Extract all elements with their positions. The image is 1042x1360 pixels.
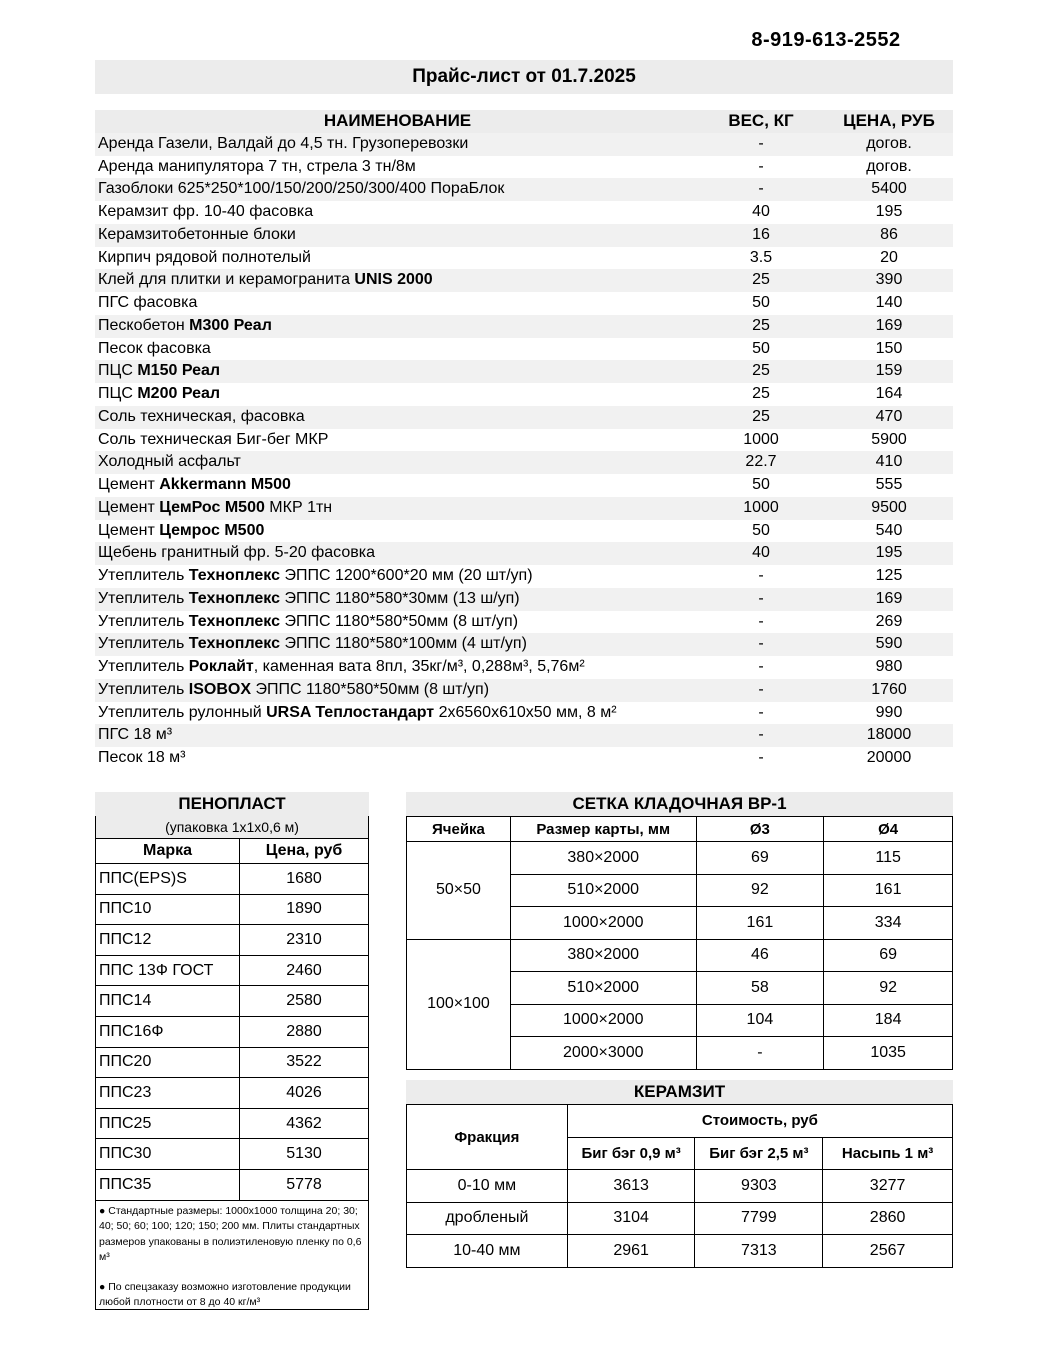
item-price: 555 [875,476,903,493]
item-price: 125 [875,567,903,584]
header-weight: ВЕС, КГ [728,111,794,130]
item-price: 990 [875,703,903,721]
item-name [95,360,697,383]
item-name [95,292,697,315]
table-row [95,292,953,315]
foam-subtitle: (упаковка 1х1х0,6 м) [95,816,369,838]
item-weight: - [758,589,764,607]
mesh-section [406,792,953,1070]
item-price: 590 [875,635,903,653]
table-row [95,338,953,361]
item-name-part: Газоблоки 625*250*100/150/200/250/300/400 ПораБлок [98,180,505,198]
item-name-part: Утеплитель [98,589,189,607]
mesh-price-d3: - [696,1037,824,1070]
item-name-part: ЭППС 1180*580*50мм (8 шт/уп) [280,612,519,630]
item-name-part: Утеплитель [98,635,189,653]
mesh-card-size: 2000×3000 [510,1037,696,1070]
item-name-part: Аренда Газели, Валдай до 4,5 тн. Грузоперевозки [98,134,469,152]
item-weight: - [758,612,764,630]
item-name [95,451,697,474]
keramzit-header-bigbag-09: Биг бэг 0,9 м³ [567,1137,695,1170]
item-weight: 25 [752,407,770,425]
item-name-part: ПЦС [98,385,138,402]
foam-price: 5778 [240,1169,369,1200]
item-price: 980 [875,658,903,675]
mesh-header-cell: Ячейка [407,817,511,842]
item-name-part: Соль техническая Биг-бег МКР [98,430,329,448]
table-row [96,894,369,925]
item-price: 86 [880,225,898,243]
foam-price: 4026 [240,1078,369,1109]
item-weight: - [758,157,764,175]
foam-brand: ППС10 [96,894,240,925]
table-row [95,565,953,588]
keramzit-title: КЕРАМЗИТ [406,1080,953,1104]
mesh-card-size: 1000×2000 [510,907,696,940]
table-row [407,842,953,875]
item-name [95,747,697,770]
keramzit-price-bigbag-25: 9303 [695,1170,823,1203]
keramzit-fraction: 0-10 мм [407,1170,568,1203]
item-weight: - [758,749,764,766]
keramzit-price-bigbag-09: 3613 [567,1170,695,1203]
item-weight: 22.7 [745,453,777,471]
item-name [95,178,697,201]
item-name [95,565,697,588]
item-name [95,156,697,179]
mesh-card-size: 380×2000 [510,939,696,972]
keramzit-fraction: дробленый [407,1202,568,1235]
item-weight: 50 [752,476,770,493]
item-price: 390 [875,271,903,289]
item-name-part: Техноплекс [188,567,280,584]
foam-price: 2460 [240,955,369,986]
item-name [95,702,697,725]
foam-price: 1890 [240,894,369,925]
foam-brand: ППС16Ф [96,1016,240,1047]
item-price: 5400 [871,180,907,198]
item-weight: - [758,726,764,744]
phone-number: 8-919-613-2552 [751,29,901,51]
item-name-part: Утеплитель рулонный [98,703,267,721]
item-price: 140 [875,294,903,311]
foam-price: 2310 [240,925,369,956]
item-name-part: ЭППС 1180*580*50мм (8 шт/уп) [251,680,490,698]
keramzit-section [406,1080,953,1268]
mesh-cell-size: 100×100 [407,939,511,1069]
table-row [96,1078,369,1109]
item-price: 269 [875,612,903,630]
table-row [95,201,953,224]
foam-brand: ППС25 [96,1108,240,1139]
item-name-part: , каменная вата 8пл, 35кг/м³, 0,288м³, 5,76м² [253,658,585,675]
foam-brand: ППС30 [96,1139,240,1170]
mesh-card-size: 1000×2000 [510,1004,696,1037]
item-name [95,656,697,679]
foam-section [95,792,369,1310]
item-name-part: ЭППС 1200*600*20 мм (20 шт/уп) [280,567,533,584]
item-name-part: UNIS 2000 [354,271,433,289]
item-name-part: Утеплитель [98,612,189,630]
item-weight: - [758,134,764,152]
item-price: 150 [875,339,903,357]
mesh-title: СЕТКА КЛАДОЧНАЯ ВР-1 [406,792,953,816]
table-row [95,679,953,702]
table-row [95,224,953,247]
item-name-part: Цемент [98,521,160,539]
foam-price: 2880 [240,1016,369,1047]
item-name-part: Холодный асфальт [98,453,241,471]
item-name [95,497,697,520]
table-row [407,1170,953,1203]
table-row [95,747,953,770]
table-row [95,633,953,656]
item-name [95,520,697,543]
item-name [95,133,697,156]
table-row [95,406,953,429]
item-weight: 40 [752,203,770,220]
item-name [95,588,697,611]
table-row [95,429,953,452]
item-name-part: Клей для плитки и керамогранита [98,271,355,289]
page-title: Прайс-лист от 01.7.2025 [95,60,953,94]
mesh-cell-size: 50×50 [407,842,511,940]
foam-header-price: Цена, руб [240,839,369,864]
item-weight: 50 [752,339,770,357]
mesh-card-size: 510×2000 [510,972,696,1005]
item-name-part: М150 Реал [137,362,221,380]
mesh-price-d4: 1035 [824,1037,953,1070]
table-row [96,1108,369,1139]
header-price: ЦЕНА, РУБ [843,111,935,130]
item-name [95,247,697,270]
item-name-part: М300 Реал [189,316,272,334]
table-row [95,383,953,406]
item-weight: 40 [752,544,770,562]
keramzit-header-bigbag-25: Биг бэг 2,5 м³ [695,1137,823,1170]
table-row [95,269,953,292]
item-name [95,406,697,429]
foam-title: ПЕНОПЛАСТ [95,792,369,816]
keramzit-header-bulk: Насыпь 1 м³ [823,1137,953,1170]
item-price: 470 [875,407,903,425]
foam-brand: ППС35 [96,1169,240,1200]
mesh-card-size: 380×2000 [510,842,696,875]
item-weight: 25 [752,271,770,289]
table-row [96,925,369,956]
item-name-part: Кирпич рядовой полнотелый [98,248,311,266]
table-row [96,1016,369,1047]
item-name [95,201,697,224]
item-weight: 25 [752,316,770,334]
price-table-header [95,110,953,133]
item-name-part: Цемент [98,476,160,493]
mesh-price-d4: 334 [824,907,953,940]
item-name-part: Цемент [98,498,160,516]
item-name-part: Соль техническая, фасовка [98,407,305,425]
item-price: 1760 [871,680,907,698]
keramzit-price-bigbag-25: 7799 [695,1202,823,1235]
mesh-price-d4: 92 [824,972,953,1005]
item-price: догов. [866,134,912,152]
item-name [95,224,697,247]
table-row [96,955,369,986]
item-name-part: Цемрос М500 [159,521,265,539]
item-price: 195 [875,203,903,220]
keramzit-price-bigbag-09: 2961 [567,1235,695,1268]
item-name [95,269,697,292]
table-row [407,939,953,972]
item-name-part: ПГС 18 м³ [98,726,173,744]
item-name-part: ПЦС [98,362,138,380]
item-name [95,611,697,634]
mesh-price-d3: 69 [696,842,824,875]
item-price: 169 [875,316,903,334]
table-row [95,133,953,156]
item-name [95,429,697,452]
table-row [95,702,953,725]
mesh-price-d3: 161 [696,907,824,940]
foam-price: 4362 [240,1108,369,1139]
item-price: 169 [875,589,903,607]
item-weight: - [758,703,764,721]
item-price: 410 [875,453,903,471]
table-row [95,656,953,679]
item-weight: - [758,567,764,584]
item-price: 18000 [866,726,912,744]
item-price: 159 [875,362,903,380]
table-row [95,247,953,270]
item-name-part: Техноплекс [188,612,280,630]
foam-brand: ППС23 [96,1078,240,1109]
item-name-part: Техноплекс [188,635,280,653]
item-name-part: Аренда манипулятора 7 тн, стрела 3 тн/8м [98,157,416,175]
price-table [95,110,953,770]
table-row [95,474,953,497]
item-name-part: Песок фасовка [98,339,211,357]
table-row [95,520,953,543]
item-weight: 3.5 [749,248,773,266]
keramzit-price-bigbag-25: 7313 [695,1235,823,1268]
keramzit-price-bulk: 2567 [823,1235,953,1268]
item-price: 20000 [866,749,912,766]
item-name-part: ПГС фасовка [98,294,198,311]
foam-price: 2580 [240,986,369,1017]
item-weight: - [758,635,764,653]
mesh-card-size: 510×2000 [510,874,696,907]
item-name-part: Щебень гранитный фр. 5-20 фасовка [98,544,375,562]
item-name [95,633,697,656]
table-row [407,1202,953,1235]
item-name-part: Керамзитобетонные блоки [98,225,296,243]
table-row [96,1169,369,1200]
mesh-header-d4: Ø4 [824,817,953,842]
table-row [96,986,369,1017]
item-name-part: Пескобетон [98,316,190,334]
keramzit-table [406,1104,953,1268]
item-name [95,338,697,361]
mesh-price-d3: 46 [696,939,824,972]
item-weight: 50 [752,521,770,539]
foam-notes [95,1201,369,1310]
foam-brand: ППС12 [96,925,240,956]
item-name [95,474,697,497]
keramzit-price-bulk: 3277 [823,1170,953,1203]
item-name-part: URSA Теплостандарт [266,703,435,721]
item-name-part: 2х6560х610х50 мм, 8 м² [434,703,617,721]
item-name-part: ЭППС 1180*580*30мм (13 ш/уп) [280,589,520,607]
table-row [95,542,953,565]
table-row [96,1139,369,1170]
item-weight: 25 [752,385,770,402]
foam-price: 1680 [240,864,369,895]
table-row [95,360,953,383]
item-name-part: Техноплекс [188,589,280,607]
item-name [95,724,697,747]
table-row [95,611,953,634]
item-name [95,383,697,406]
keramzit-price-bulk: 2860 [823,1202,953,1235]
item-name-part: Роклайт [188,658,254,675]
foam-note-standard: ● Стандартные размеры: 1000х1000 толщина 20; 30; 40; 50; 60; 100; 120; 150; 200 мм. Плиты стандартных размеров упакованы в полиэтиленовую пленку по 0,6 м³ [99,1204,362,1264]
keramzit-price-bigbag-09: 3104 [567,1202,695,1235]
foam-header-brand: Марка [96,839,240,864]
item-price: 5900 [871,430,907,448]
item-price: 20 [880,248,898,266]
foam-price: 3522 [240,1047,369,1078]
item-weight: - [758,680,764,698]
item-weight: 16 [752,225,770,243]
item-name-part: МКР 1тн [264,498,333,516]
mesh-table [406,816,953,1070]
mesh-price-d3: 92 [696,874,824,907]
table-row [95,178,953,201]
foam-brand: ППС20 [96,1047,240,1078]
table-row [96,864,369,895]
item-price: 195 [875,544,903,562]
item-name-part: Песок 18 м³ [98,749,186,766]
mesh-price-d4: 161 [824,874,953,907]
table-row [95,156,953,179]
item-weight: 25 [752,362,770,380]
item-name-part: Керамзит фр. 10-40 фасовка [98,203,314,220]
foam-brand: ППС(EPS)S [96,864,240,895]
item-price: догов. [866,157,912,175]
mesh-price-d4: 115 [824,842,953,875]
item-name-part: ЭППС 1180*580*100мм (4 шт/уп) [280,635,527,653]
keramzit-header-cost: Стоимость, руб [567,1105,952,1138]
mesh-header-size: Размер карты, мм [510,817,696,842]
item-name [95,542,697,565]
table-row [95,497,953,520]
foam-price: 5130 [240,1139,369,1170]
table-row [95,724,953,747]
item-name-part: М200 Реал [137,385,221,402]
header-name: НАИМЕНОВАНИЕ [323,111,472,130]
item-price: 540 [875,521,903,539]
item-weight: 1000 [743,498,779,516]
item-name-part: ЦемРос М500 [159,498,265,516]
item-name-part: Утеплитель [98,680,189,698]
item-name-part: Утеплитель [98,658,189,675]
table-row [407,1235,953,1268]
item-weight: 50 [752,294,770,311]
mesh-price-d3: 58 [696,972,824,1005]
mesh-price-d3: 104 [696,1004,824,1037]
item-name [95,315,697,338]
mesh-header-d3: Ø3 [696,817,824,842]
keramzit-fraction: 10-40 мм [407,1235,568,1268]
item-name-part: Утеплитель [98,567,189,584]
item-weight: 1000 [743,430,779,448]
table-row [95,451,953,474]
item-name-part: ISOBOX [188,680,252,698]
item-weight: - [758,658,764,675]
keramzit-header-fraction: Фракция [407,1105,568,1170]
table-row [96,1047,369,1078]
item-price: 164 [875,385,903,402]
item-weight: - [758,180,764,198]
table-row [95,588,953,611]
foam-brand: ППС 13Ф ГОСТ [96,955,240,986]
item-price: 9500 [871,498,907,516]
foam-brand: ППС14 [96,986,240,1017]
foam-note-custom: ● По спецзаказу возможно изготовление продукции любой плотности от 8 до 40 кг/м³ [99,1280,351,1309]
item-name-part: Akkermann М500 [159,476,291,493]
mesh-price-d4: 184 [824,1004,953,1037]
table-row [95,315,953,338]
foam-table [95,838,369,1201]
item-name [95,679,697,702]
mesh-price-d4: 69 [824,939,953,972]
